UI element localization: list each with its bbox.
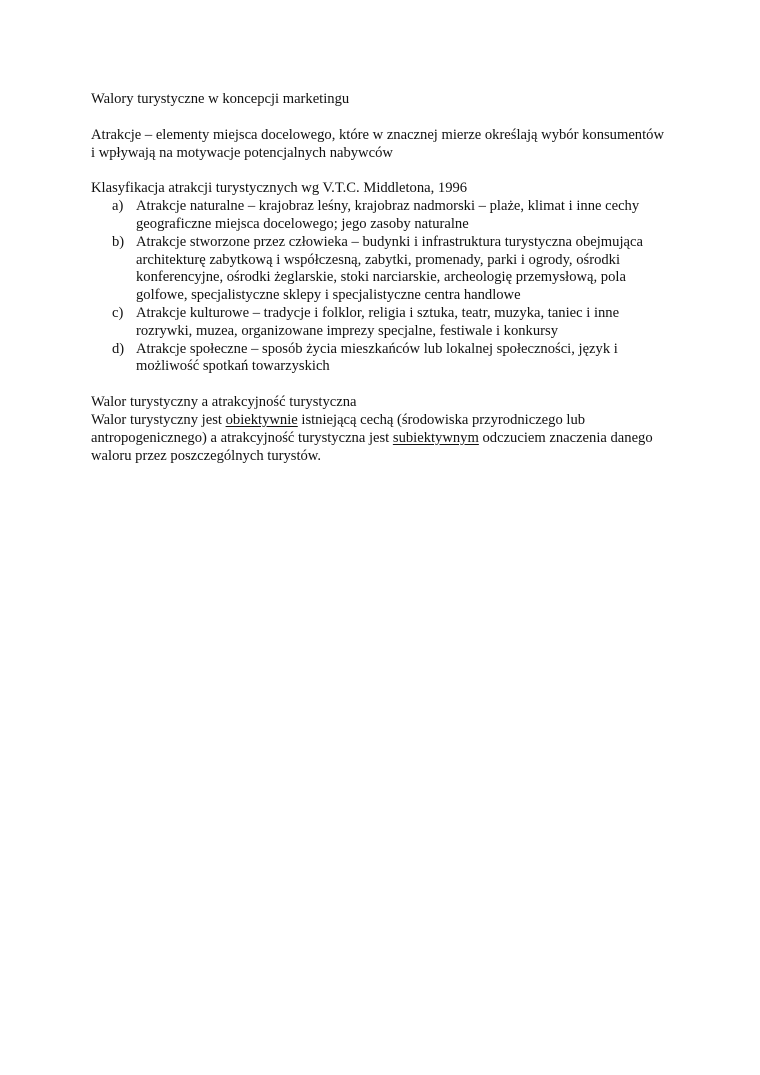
- list-item-marker: c): [112, 304, 124, 321]
- list-item: [91, 305, 671, 341]
- list-item-text: Atrakcje społeczne – sposób życia mieszkańców lub lokalnej społeczności, język i możliwość spotkań towarzyskich: [136, 340, 618, 375]
- walor-paragraph: [91, 412, 671, 465]
- walor-heading: Walor turystyczny a atrakcyjność turystyczna: [91, 394, 357, 411]
- underlined-term-objective: obiektywnie: [225, 411, 298, 428]
- list-item-text: Atrakcje stworzone przez człowieka – budynki i infrastruktura turystyczna obejmująca architekturę zabytkową i współczesną, zabytki, promenady, parki i ogrody, ośrodki konferencyjne, ośrodki żeglarskie, stoki narciarskie, archeologię przemysłową, pola golfowe, specjalistyczne sklepy i specjalistyczne centra handlowe: [136, 233, 643, 304]
- walor-text-part: istniejącą cechą (środowiska przyrodniczego lub antropogenicznego) a atrakcyjność turystyczna jest: [91, 411, 586, 446]
- spacer: [91, 109, 671, 127]
- classification-heading: Klasyfikacja atrakcji turystycznych wg V.T.C. Middletona, 1996: [91, 180, 468, 197]
- list-item: [91, 341, 671, 377]
- list-item: [91, 234, 671, 305]
- spacer: [91, 162, 671, 180]
- list-item-text: Atrakcje naturalne – krajobraz leśny, krajobraz nadmorski – plaże, klimat i inne cechy geograficzne miejsca docelowego; jego zasoby naturalne: [136, 198, 640, 232]
- underlined-term-subjective: subiektywnym: [392, 429, 479, 446]
- list-item-marker: a): [112, 198, 124, 215]
- attractions-definition: Atrakcje – elementy miejsca docelowego, które w znacznej mierze określają wybór konsumentów i wpływają na motywacje potencjalnych nabywców: [91, 126, 664, 161]
- list-item: [91, 198, 671, 234]
- document-title: Walory turystyczne w koncepcji marketingu: [91, 91, 350, 107]
- walor-text-part: Walor turystyczny jest: [91, 411, 226, 428]
- document-body: [91, 91, 671, 465]
- walor-text-part: odczuciem znaczenia danego waloru przez poszczególnych turystów.: [91, 429, 653, 464]
- list-item-marker: d): [112, 340, 125, 357]
- spacer: [91, 376, 671, 394]
- list-item-marker: b): [112, 233, 125, 250]
- classification-list: [91, 198, 671, 376]
- list-item-text: Atrakcje kulturowe – tradycje i folklor, religia i sztuka, teatr, muzyka, taniec i inne rozrywki, muzea, organizowane imprezy specjalne, festiwale i konkursy: [136, 304, 620, 339]
